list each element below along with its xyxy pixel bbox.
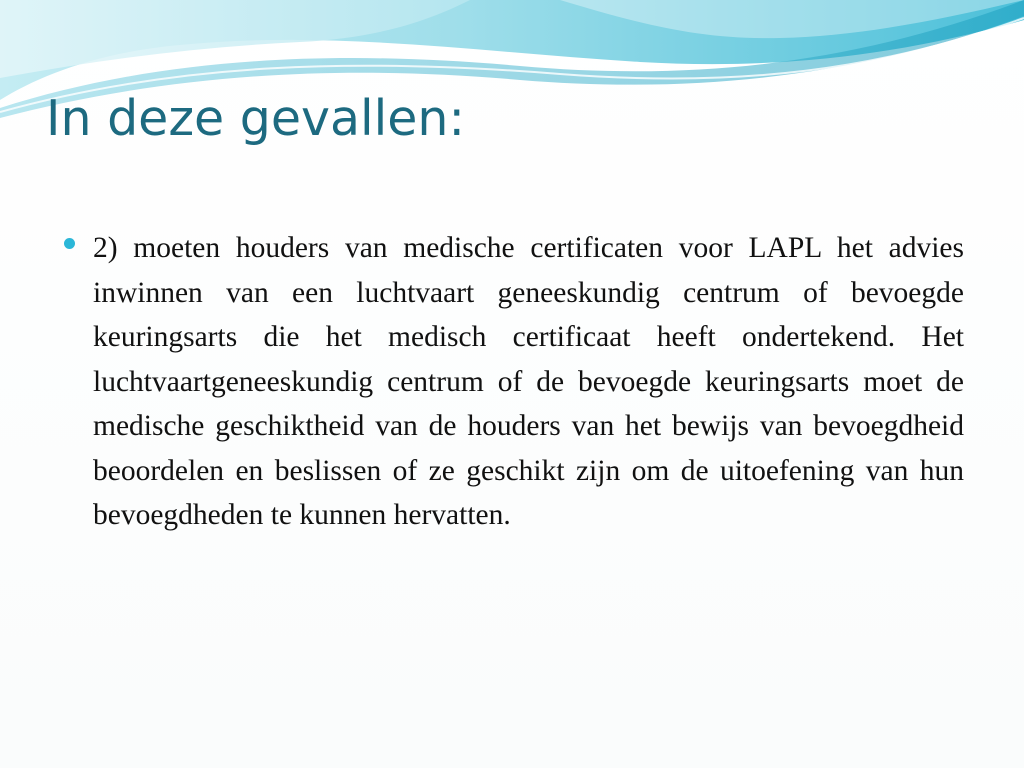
bullet-item — [62, 226, 964, 538]
slide-title: In deze gevallen: — [46, 90, 465, 147]
bullet-list — [62, 226, 964, 538]
bullet-text: 2) moeten houders van medische certificaten voor LAPL het advies inwinnen van een luchtvaart geneeskundig centrum of bevoegde keuringsarts die het medisch certificaat heeft ondertekend. Het luchtvaartgeneeskundig centrum of de bevoegde keuringsarts moet de medische geschiktheid van de houders van het bewijs van bevoegdheid beoordelen en beslissen of ze geschikt zijn om de uitoefening van hun bevoegdheden te kunnen hervatten. — [93, 232, 964, 531]
filled-circle-bullet-icon — [64, 238, 75, 249]
